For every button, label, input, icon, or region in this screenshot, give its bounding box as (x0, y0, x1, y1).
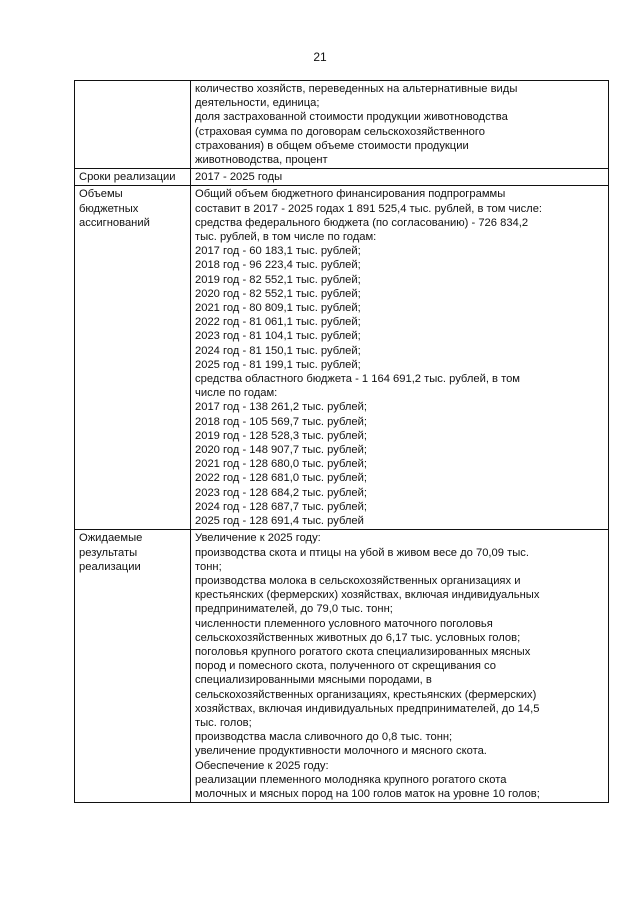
row-content-line: 2017 - 2025 годы (195, 171, 283, 184)
row-content-line: тонн; (195, 560, 222, 573)
row-content-line: 2024 год - 81 150,1 тыс. рублей; (195, 344, 361, 357)
row-content-line: тыс. голов; (195, 716, 252, 729)
row-content-line: 2020 год - 148 907,7 тыс. рублей; (195, 444, 367, 457)
row-content-line: Общий объем бюджетного финансирования подпрограммы (195, 188, 506, 201)
row-label-line: Ожидаемые (79, 532, 143, 545)
row-label-line: результаты (79, 546, 138, 559)
row-label-line: Объемы (79, 188, 123, 201)
row-content-line: пород и помесного скота, полученного от скрещивания со (195, 660, 496, 673)
row-content-line: тыс. рублей, в том числе по годам: (195, 231, 377, 244)
row-content-line: сельскохозяйственных животных до 6,17 тыс. условных голов; (195, 631, 521, 644)
row-content-line: 2019 год - 82 552,1 тыс. рублей; (195, 273, 361, 286)
table-body (75, 81, 609, 803)
row-content-line: (страховая сумма по договорам сельскохозяйственного (195, 125, 485, 138)
row-label-line: ассигнований (79, 216, 150, 229)
row-content-line: средства областного бюджета - 1 164 691,2 тыс. рублей, в том (195, 373, 521, 386)
row-content-line: хозяйствах, включая индивидуальных предпринимателей, до 14,5 (195, 702, 540, 715)
row-label-cell (75, 186, 191, 530)
row-content-line: молочных и мясных пород на 100 голов маток на уровне 10 голов; (195, 787, 540, 800)
row-content-line: специализированными мясными породами, в (195, 674, 432, 687)
row-content-line: страхования) в общем объеме стоимости продукции (195, 139, 469, 152)
table-row (75, 530, 609, 803)
row-content-line: 2025 год - 128 691,4 тыс. рублей (195, 515, 364, 528)
row-content-line: предпринимателей, до 79,0 тыс. тонн; (195, 603, 393, 616)
row-label-cell (75, 81, 191, 169)
row-content-line: Обеспечение к 2025 году: (195, 759, 329, 772)
row-content-line: производства скота и птицы на убой в живом весе до 70,09 тыс. (195, 546, 529, 559)
row-content-line: 2023 год - 128 684,2 тыс. рублей; (195, 486, 367, 499)
row-content-cell (191, 81, 609, 169)
row-content-line: 2020 год - 82 552,1 тыс. рублей; (195, 287, 361, 300)
row-label-cell (75, 530, 191, 803)
row-label-line: реализации (79, 560, 141, 573)
row-content-line: производства молока в сельскохозяйственных организациях и (195, 574, 521, 587)
row-content-line: составит в 2017 - 2025 годах 1 891 525,4 тыс. рублей, в том числе: (195, 202, 543, 215)
row-content-line: крестьянских (фермерских) хозяйствах, включая индивидуальных (195, 589, 540, 602)
row-content-line: 2017 год - 138 261,2 тыс. рублей; (195, 401, 367, 414)
passport-table (74, 80, 609, 803)
row-content-line: числе по годам: (195, 387, 278, 400)
row-content-line: количество хозяйств, переведенных на альтернативные виды (195, 83, 518, 95)
row-content-line: поголовья крупного рогатого скота специализированных мясных (195, 645, 531, 658)
row-label-cell (75, 169, 191, 186)
row-content-line: численности племенного условного маточного поголовья (195, 617, 493, 630)
row-content-line: 2025 год - 81 199,1 тыс. рублей; (195, 358, 361, 371)
table-row (75, 81, 609, 169)
row-content-line: 2019 год - 128 528,3 тыс. рублей; (195, 429, 367, 442)
row-content-line: средства федерального бюджета (по согласованию) - 726 834,2 (195, 216, 529, 229)
row-content-line: 2018 год - 105 569,7 тыс. рублей; (195, 415, 367, 428)
table-row (75, 169, 609, 186)
row-content-cell (191, 530, 609, 803)
row-content-line: доля застрахованной стоимости продукции животноводства (195, 111, 508, 124)
row-content-cell (191, 186, 609, 530)
row-content-line: животноводства, процент (195, 154, 328, 167)
page-number: 21 (313, 50, 327, 64)
row-content-line: сельскохозяйственных организациях, крестьянских (фермерских) (195, 688, 537, 701)
row-content-line: 2021 год - 128 680,0 тыс. рублей; (195, 458, 367, 471)
row-content-line: 2018 год - 96 223,4 тыс. рублей; (195, 259, 361, 272)
row-content-line: Увеличение к 2025 году: (195, 532, 321, 545)
row-content-line: увеличение продуктивности молочного и мясного скота. (195, 745, 487, 758)
row-content-cell (191, 169, 609, 186)
table-row (75, 186, 609, 530)
row-content-line: 2024 год - 128 687,7 тыс. рублей; (195, 500, 367, 513)
row-content-line: 2021 год - 80 809,1 тыс. рублей; (195, 302, 361, 315)
row-content-line: 2017 год - 60 183,1 тыс. рублей; (195, 245, 361, 258)
row-label-line: Сроки реализации (79, 171, 176, 184)
row-content-line: 2023 год - 81 104,1 тыс. рублей; (195, 330, 361, 343)
row-content-line: деятельности, единица; (195, 97, 320, 110)
row-label-line: бюджетных (79, 202, 139, 215)
row-content-line: реализации племенного молодняка крупного рогатого скота (195, 773, 507, 786)
row-content-line: производства масла сливочного до 0,8 тыс. тонн; (195, 731, 453, 744)
row-content-line: 2022 год - 128 681,0 тыс. рублей; (195, 472, 367, 485)
row-content-line: 2022 год - 81 061,1 тыс. рублей; (195, 316, 361, 329)
